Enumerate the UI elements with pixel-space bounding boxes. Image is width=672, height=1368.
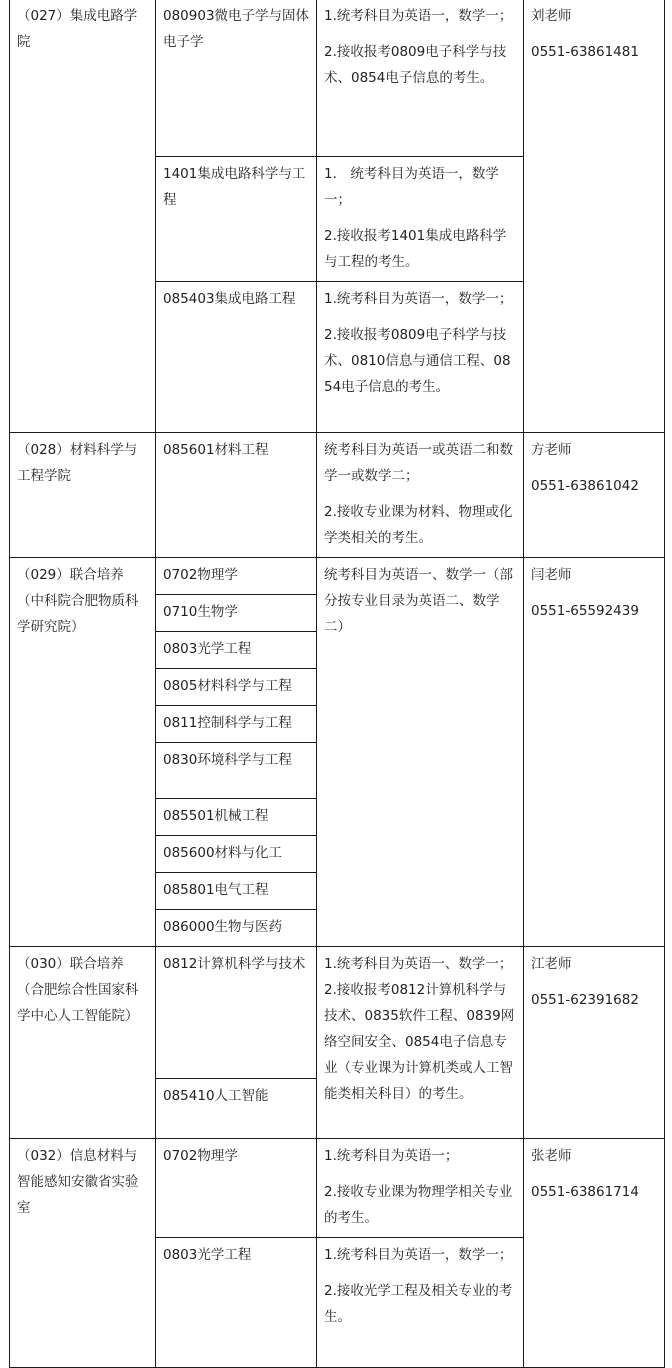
college-cell bbox=[10, 433, 156, 558]
program-name: 0811控制科学与工程 bbox=[163, 715, 292, 731]
requirement-text: 2.接收报考0809电子科学与技术、0810信息与通信工程、0854电子信息的考生。 bbox=[324, 327, 511, 395]
admissions-table bbox=[9, 0, 665, 1368]
program-name: 0702物理学 bbox=[163, 567, 238, 583]
program-name: 0830环境科学与工程 bbox=[163, 752, 292, 768]
requirement-text: 统考科目为英语一、数学一（部分按专业目录为英语二、数学二） bbox=[324, 567, 513, 635]
requirement-text: 2.接收报考1401集成电路科学与工程的考生。 bbox=[324, 228, 507, 270]
requirement-cell bbox=[317, 282, 524, 433]
table-row bbox=[10, 1139, 665, 1238]
program-name: 085501机械工程 bbox=[163, 808, 269, 824]
program-cell bbox=[156, 910, 317, 947]
requirement-text: 1. 统考科目为英语一，数学一； bbox=[324, 166, 499, 208]
program-cell bbox=[156, 632, 317, 669]
program-cell bbox=[156, 1139, 317, 1238]
contact-phone: 0551-63861714 bbox=[531, 1184, 639, 1200]
requirement-cell bbox=[317, 947, 524, 1139]
contact-name: 张老师 bbox=[531, 1148, 572, 1164]
contact-name: 江老师 bbox=[531, 956, 572, 972]
college-cell bbox=[10, 558, 156, 947]
program-cell bbox=[156, 873, 317, 910]
requirement-text: 2.接收光学工程及相关专业的考生。 bbox=[324, 1283, 513, 1325]
program-name: 0812计算机科学与技术 bbox=[163, 956, 306, 972]
table-row bbox=[10, 433, 665, 558]
requirement-text: 2.接收报考0809电子科学与技术、0854电子信息的考生。 bbox=[324, 44, 507, 86]
requirement-text: 统考科目为英语一或英语二和数学一或数学二； bbox=[324, 442, 513, 484]
requirement-cell bbox=[317, 433, 524, 558]
program-name: 085601材料工程 bbox=[163, 442, 269, 458]
requirement-text: 1.统考科目为英语一，数学一； bbox=[324, 291, 513, 307]
program-name: 0702物理学 bbox=[163, 1148, 238, 1164]
program-name: 0803光学工程 bbox=[163, 1247, 252, 1263]
contact-phone: 0551-62391682 bbox=[531, 992, 639, 1008]
program-cell bbox=[156, 1079, 317, 1139]
college-name: （029）联合培养（中科院合肥物质科学研究院） bbox=[17, 567, 139, 635]
program-name: 0805材料科学与工程 bbox=[163, 678, 292, 694]
requirement-cell bbox=[317, 1238, 524, 1368]
requirement-text: 2.接收专业课为材料、物理或化学类相关的考生。 bbox=[324, 504, 513, 546]
requirement-text: 1.统考科目为英语一，数学一； bbox=[324, 1247, 513, 1263]
contact-name: 方老师 bbox=[531, 442, 572, 458]
program-cell bbox=[156, 433, 317, 558]
program-cell bbox=[156, 836, 317, 873]
contact-name: 闫老师 bbox=[531, 567, 572, 583]
table-row bbox=[10, 558, 665, 595]
requirement-cell bbox=[317, 1139, 524, 1238]
requirement-text: 2.接收专业课为物理学相关专业的考生。 bbox=[324, 1184, 513, 1226]
requirement-text: 1.统考科目为英语一、数学一；2.接收报考0812计算机科学与技术、0835软件工程、0839网络空间安全、0854电子信息专业（专业课为计算机类或人工智能类相关科目）的考生。 bbox=[324, 956, 515, 1102]
contact-phone: 0551-63861481 bbox=[531, 44, 639, 60]
program-cell bbox=[156, 157, 317, 282]
program-cell bbox=[156, 799, 317, 836]
college-cell bbox=[10, 1139, 156, 1368]
program-cell bbox=[156, 706, 317, 743]
college-name: （027）集成电路学院 bbox=[17, 8, 138, 50]
program-cell bbox=[156, 282, 317, 433]
program-name: 085801电气工程 bbox=[163, 882, 269, 898]
program-cell bbox=[156, 1238, 317, 1368]
program-name: 080903微电子学与固体电子学 bbox=[163, 8, 310, 50]
program-name: 085403集成电路工程 bbox=[163, 291, 296, 307]
college-name: （030）联合培养（合肥综合性国家科学中心人工智能院） bbox=[17, 956, 139, 1024]
contact-name: 刘老师 bbox=[531, 8, 572, 24]
requirement-cell bbox=[317, 0, 524, 157]
program-name: 085410人工智能 bbox=[163, 1088, 269, 1104]
requirement-text: 1.统考科目为英语一； bbox=[324, 1148, 459, 1164]
college-cell bbox=[10, 947, 156, 1139]
contact-cell bbox=[524, 1139, 665, 1368]
program-cell bbox=[156, 743, 317, 799]
program-name: 1401集成电路科学与工程 bbox=[163, 166, 306, 208]
table-row bbox=[10, 947, 665, 1079]
program-name: 0803光学工程 bbox=[163, 641, 252, 657]
program-cell bbox=[156, 595, 317, 632]
college-name: （028）材料科学与工程学院 bbox=[17, 442, 138, 484]
requirement-cell bbox=[317, 157, 524, 282]
contact-cell bbox=[524, 433, 665, 558]
contact-cell bbox=[524, 558, 665, 947]
program-name: 0710生物学 bbox=[163, 604, 238, 620]
program-name: 086000生物与医药 bbox=[163, 919, 283, 935]
program-cell bbox=[156, 947, 317, 1079]
program-name: 085600材料与化工 bbox=[163, 845, 283, 861]
table-row bbox=[10, 0, 665, 157]
contact-phone: 0551-65592439 bbox=[531, 603, 639, 619]
requirement-cell bbox=[317, 558, 524, 947]
contact-cell bbox=[524, 0, 665, 433]
program-cell bbox=[156, 558, 317, 595]
program-cell bbox=[156, 669, 317, 706]
requirement-text: 1.统考科目为英语一，数学一； bbox=[324, 8, 513, 24]
college-name: （032）信息材料与智能感知安徽省实验室 bbox=[17, 1148, 139, 1216]
contact-phone: 0551-63861042 bbox=[531, 478, 639, 494]
program-cell bbox=[156, 0, 317, 157]
contact-cell bbox=[524, 947, 665, 1139]
college-cell bbox=[10, 0, 156, 433]
